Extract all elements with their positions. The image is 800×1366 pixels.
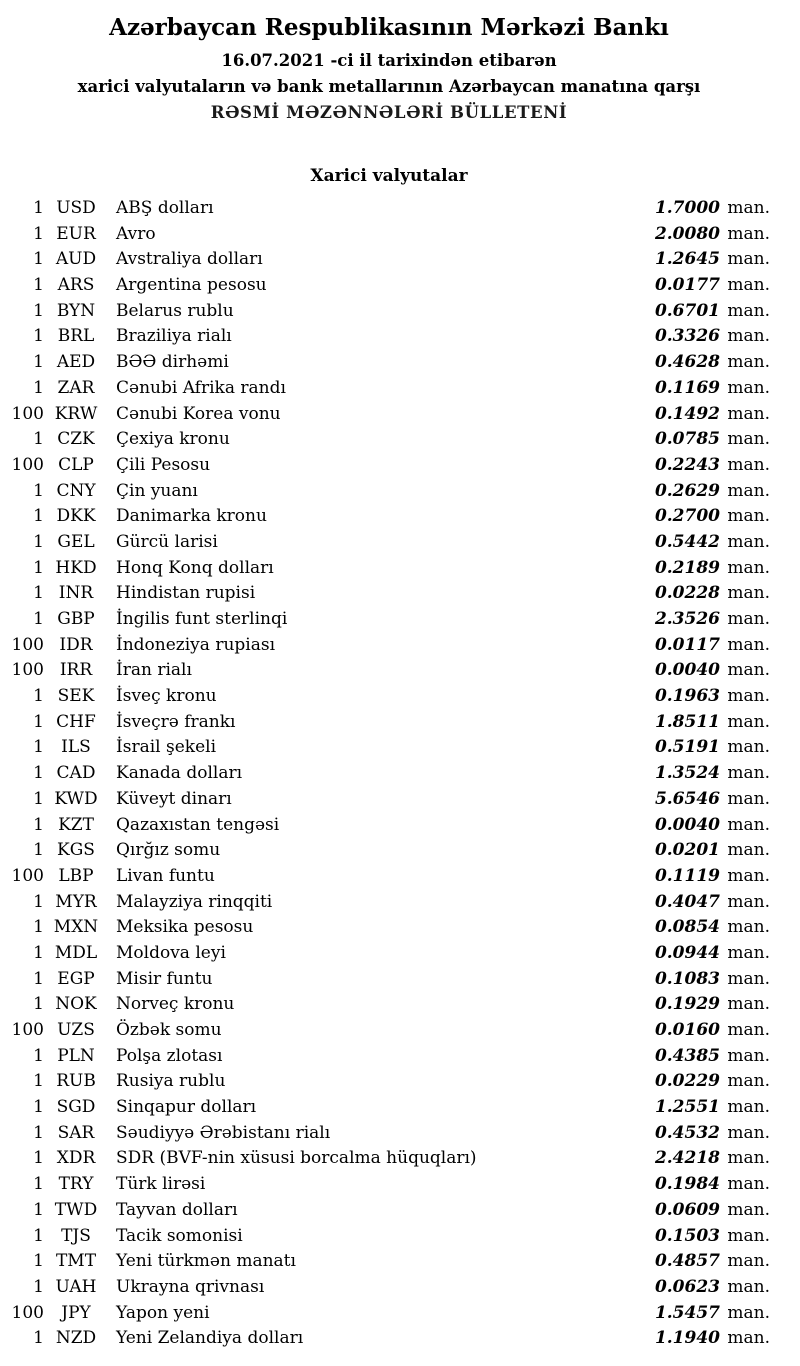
currency-name: Yeni türkmən manatı: [116, 1251, 296, 1272]
rate-row: [8, 1198, 770, 1224]
quantity-value: 100: [11, 865, 44, 886]
currency-name: İngilis funt sterlinqi: [116, 609, 288, 629]
currency-name: Tayvan dolları: [116, 1199, 238, 1220]
rate-value: 2.0080: [654, 223, 720, 244]
currency-code: CHF: [56, 711, 96, 732]
unit-label: man.: [727, 737, 770, 758]
unit-label: man.: [727, 968, 770, 989]
quantity-value: 1: [33, 1174, 44, 1195]
rate-value: 0.3326: [654, 326, 720, 347]
rate-value: 0.2629: [654, 480, 720, 501]
rate-row: [8, 350, 770, 376]
quantity-value: 1: [33, 506, 44, 527]
effective-date-line: 16.07.2021 -ci il tarixindən etibarən: [221, 51, 557, 70]
quantity-value: 1: [33, 198, 44, 218]
currency-name: Avstraliya dolları: [116, 249, 263, 270]
rate-value: 0.0785: [654, 429, 720, 450]
currency-name: Rusiya rublu: [116, 1071, 226, 1092]
rate-value: 0.0229: [654, 1071, 720, 1092]
rate-row: [8, 479, 770, 505]
currency-name: Çin yuanı: [116, 480, 198, 501]
rate-value: 0.5191: [654, 737, 720, 758]
rate-value: 0.1169: [654, 377, 720, 398]
rate-row: [8, 915, 770, 941]
currency-name: Özbək somu: [116, 1020, 222, 1040]
unit-label: man.: [727, 1328, 770, 1349]
unit-label: man.: [727, 557, 770, 578]
rate-row: [8, 299, 770, 325]
currency-code: TRY: [58, 1174, 94, 1195]
rate-row: [8, 247, 770, 273]
currency-name: İsveç kronu: [116, 686, 217, 707]
currency-code: LBP: [58, 865, 94, 886]
rate-row: [8, 376, 770, 402]
currency-code: INR: [58, 583, 94, 604]
quantity-value: 1: [33, 429, 44, 450]
quantity-value: 1: [33, 1276, 44, 1297]
currency-name: Belarus rublu: [116, 300, 234, 321]
rate-value: 2.3526: [654, 609, 720, 629]
quantity-value: 1: [33, 1199, 44, 1220]
rate-row: [8, 504, 770, 530]
quantity-value: 1: [33, 1328, 44, 1349]
unit-label: man.: [727, 840, 770, 861]
rate-value: 0.0228: [654, 583, 720, 604]
currency-code: TWD: [54, 1199, 98, 1220]
currency-name: Polşa zlotası: [116, 1045, 223, 1066]
rate-value: 0.4532: [654, 1122, 720, 1143]
currency-name: Səudiyyə Ərəbistanı rialı: [116, 1122, 331, 1143]
quantity-value: 100: [11, 403, 44, 424]
rate-row: [8, 607, 770, 633]
currency-name: Malayziya rinqqiti: [116, 891, 273, 912]
rate-value: 0.2189: [654, 557, 720, 578]
unit-label: man.: [727, 711, 770, 732]
unit-label: man.: [727, 223, 770, 244]
quantity-value: 1: [33, 557, 44, 578]
unit-label: man.: [727, 1045, 770, 1066]
currency-code: CAD: [56, 763, 96, 784]
rate-row: [8, 658, 770, 684]
currency-name: SDR (BVF-nin xüsusi borcalma hüquqları): [116, 1148, 477, 1169]
unit-label: man.: [727, 403, 770, 424]
currency-name: BƏƏ dirhəmi: [116, 352, 229, 373]
currency-code: GBP: [57, 609, 95, 629]
currency-code: HKD: [55, 557, 97, 578]
currency-code: KRW: [54, 403, 98, 424]
currency-code: RUB: [56, 1071, 96, 1092]
currency-code: ILS: [61, 737, 91, 758]
unit-label: man.: [727, 429, 770, 450]
rate-value: 0.0117: [654, 634, 720, 655]
unit-label: man.: [727, 814, 770, 835]
quantity-value: 1: [33, 968, 44, 989]
rate-row: [8, 222, 770, 248]
quantity-value: 1: [33, 609, 44, 629]
rate-row: [8, 1275, 770, 1301]
bulletin-header: [8, 14, 770, 122]
currency-code: BRL: [57, 326, 95, 347]
rate-value: 0.1119: [654, 865, 720, 886]
rate-row: [8, 864, 770, 890]
quantity-value: 1: [33, 583, 44, 604]
quantity-value: 1: [33, 840, 44, 861]
quantity-value: 1: [33, 249, 44, 270]
quantity-value: 1: [33, 891, 44, 912]
currency-code: MDL: [54, 942, 98, 963]
currency-code: JPY: [61, 1302, 91, 1323]
rate-row: [8, 196, 770, 222]
rate-value: 1.5457: [654, 1302, 720, 1323]
currency-name: Ukrayna qrivnası: [116, 1276, 265, 1297]
unit-label: man.: [727, 480, 770, 501]
currency-code: GEL: [57, 531, 95, 552]
rate-row: [8, 1172, 770, 1198]
quantity-value: 1: [33, 352, 44, 373]
unit-label: man.: [727, 454, 770, 475]
currency-code: SAR: [57, 1122, 95, 1143]
quantity-value: 1: [33, 326, 44, 347]
quantity-value: 1: [33, 994, 44, 1015]
rate-value: 1.8511: [654, 711, 720, 732]
currency-name: İndoneziya rupiası: [116, 634, 276, 655]
unit-label: man.: [727, 686, 770, 707]
currency-name: Qazaxıstan tengəsi: [116, 814, 280, 835]
currency-code: KWD: [54, 788, 98, 809]
unit-label: man.: [727, 377, 770, 398]
quantity-value: 1: [33, 814, 44, 835]
unit-label: man.: [727, 609, 770, 629]
rate-value: 0.0623: [654, 1276, 720, 1297]
unit-label: man.: [727, 249, 770, 270]
unit-label: man.: [727, 1071, 770, 1092]
rate-value: 0.2243: [654, 454, 720, 475]
unit-label: man.: [727, 1020, 770, 1040]
rate-row: [8, 1121, 770, 1147]
rate-row: [8, 1249, 770, 1275]
currency-code: SGD: [56, 1097, 96, 1118]
rate-row: [8, 967, 770, 993]
rate-value: 0.0177: [654, 275, 720, 296]
rate-value: 0.1963: [654, 686, 720, 707]
currency-code: CZK: [57, 429, 95, 450]
rate-value: 0.1503: [654, 1225, 720, 1246]
unit-label: man.: [727, 326, 770, 347]
rate-value: 0.0609: [654, 1199, 720, 1220]
rate-row: [8, 1326, 770, 1352]
rate-value: 0.4857: [654, 1251, 720, 1272]
currency-code: CLP: [58, 454, 94, 475]
quantity-value: 1: [33, 1071, 44, 1092]
rate-row: [8, 787, 770, 813]
currency-code: EGP: [57, 968, 95, 989]
rate-value: 5.6546: [654, 788, 720, 809]
rate-row: [8, 761, 770, 787]
unit-label: man.: [727, 994, 770, 1015]
unit-label: man.: [727, 634, 770, 655]
rate-value: 2.4218: [654, 1148, 720, 1169]
rate-row: [8, 530, 770, 556]
currency-name: İsveçrə frankı: [116, 711, 236, 732]
currency-code: UZS: [57, 1020, 95, 1040]
rate-value: 0.0040: [654, 660, 720, 681]
currency-name: Meksika pesosu: [116, 917, 254, 938]
unit-label: man.: [727, 1097, 770, 1118]
quantity-value: 1: [33, 1097, 44, 1118]
currency-name: Norveç kronu: [116, 994, 235, 1015]
rate-row: [8, 710, 770, 736]
currency-code: ZAR: [57, 377, 95, 398]
rate-row: [8, 838, 770, 864]
rate-row: [8, 633, 770, 659]
currency-name: Cənubi Afrika randı: [116, 377, 286, 398]
unit-label: man.: [727, 275, 770, 296]
quantity-value: 1: [33, 531, 44, 552]
currency-code: IDR: [59, 634, 93, 655]
unit-label: man.: [727, 506, 770, 527]
currency-name: İsrail şekeli: [116, 737, 216, 758]
currency-name: Çexiya kronu: [116, 429, 230, 450]
rate-value: 1.3524: [654, 763, 720, 784]
currency-name: Sinqapur dolları: [116, 1097, 257, 1118]
rate-value: 1.7000: [654, 198, 720, 218]
currency-code: IRR: [59, 660, 93, 681]
currency-name: İran rialı: [116, 660, 192, 681]
quantity-value: 1: [33, 480, 44, 501]
unit-label: man.: [727, 942, 770, 963]
currency-code: KZT: [58, 814, 94, 835]
rate-value: 0.0944: [654, 942, 720, 963]
currency-name: Livan funtu: [116, 865, 215, 886]
rate-row: [8, 402, 770, 428]
quantity-value: 100: [11, 1302, 44, 1323]
currency-name: Çili Pesosu: [116, 454, 211, 475]
currency-name: Honq Konq dolları: [116, 557, 274, 578]
currency-code: DKK: [56, 506, 96, 527]
rate-value: 0.4385: [654, 1045, 720, 1066]
quantity-value: 1: [33, 1251, 44, 1272]
unit-label: man.: [727, 1225, 770, 1246]
rate-value: 0.1492: [654, 403, 720, 424]
rate-row: [8, 581, 770, 607]
currency-code: NOK: [55, 994, 97, 1015]
currency-code: UAH: [55, 1276, 97, 1297]
rate-value: 0.1929: [654, 994, 720, 1015]
subtitle-line: xarici valyutaların və bank metallarının Azərbaycan manatına qarşı: [77, 77, 701, 96]
unit-label: man.: [727, 865, 770, 886]
bulletin-title: RƏSMİ MƏZƏNNƏLƏRİ BÜLLETENİ: [210, 103, 568, 122]
rate-value: 0.0201: [654, 840, 720, 861]
rate-row: [8, 992, 770, 1018]
currency-name: Danimarka kronu: [116, 506, 267, 527]
rate-row: [8, 684, 770, 710]
unit-label: man.: [727, 1276, 770, 1297]
currency-name: Braziliya rialı: [116, 326, 232, 347]
quantity-value: 100: [11, 454, 44, 475]
currency-code: PLN: [57, 1045, 95, 1066]
rate-value: 0.0160: [654, 1020, 720, 1040]
unit-label: man.: [727, 917, 770, 938]
rate-value: 0.6701: [654, 300, 720, 321]
currency-code: TMT: [55, 1251, 97, 1272]
unit-label: man.: [727, 1199, 770, 1220]
currency-code: MXN: [53, 917, 99, 938]
rate-value: 1.2645: [654, 249, 720, 270]
section-title: Xarici valyutalar: [310, 166, 468, 186]
rate-row: [8, 1146, 770, 1172]
quantity-value: 1: [33, 763, 44, 784]
quantity-value: 1: [33, 1225, 44, 1246]
rate-row: [8, 273, 770, 299]
currency-name: Qırğız somu: [116, 840, 221, 861]
quantity-value: 100: [11, 660, 44, 681]
currency-code: AED: [56, 352, 96, 373]
unit-label: man.: [727, 1122, 770, 1143]
quantity-value: 1: [33, 1122, 44, 1143]
rate-row: [8, 1069, 770, 1095]
unit-label: man.: [727, 660, 770, 681]
unit-label: man.: [727, 1174, 770, 1195]
quantity-value: 1: [33, 942, 44, 963]
currency-code: TJS: [61, 1225, 91, 1246]
rate-row: [8, 427, 770, 453]
rate-value: 1.2551: [654, 1097, 720, 1118]
quantity-value: 1: [33, 1148, 44, 1169]
unit-label: man.: [727, 788, 770, 809]
rate-value: 0.0040: [654, 814, 720, 835]
currency-name: Kanada dolları: [116, 763, 243, 784]
currency-code: SEK: [57, 686, 95, 707]
currency-name: Yapon yeni: [116, 1302, 210, 1323]
currency-name: Küveyt dinarı: [116, 788, 232, 809]
unit-label: man.: [727, 1251, 770, 1272]
currency-code: NZD: [55, 1328, 97, 1349]
quantity-value: 1: [33, 788, 44, 809]
currency-name: Türk lirəsi: [116, 1174, 206, 1195]
unit-label: man.: [727, 1302, 770, 1323]
unit-label: man.: [727, 352, 770, 373]
quantity-value: 1: [33, 275, 44, 296]
currency-name: Yeni Zelandiya dolları: [116, 1328, 304, 1349]
unit-label: man.: [727, 583, 770, 604]
unit-label: man.: [727, 1148, 770, 1169]
rate-value: 0.4628: [654, 352, 720, 373]
currency-code: ARS: [57, 275, 95, 296]
rate-row: [8, 941, 770, 967]
rate-value: 0.5442: [654, 531, 720, 552]
rates-table: [8, 196, 770, 1352]
quantity-value: 100: [11, 1020, 44, 1040]
rate-row: [8, 1095, 770, 1121]
rate-row: [8, 890, 770, 916]
unit-label: man.: [727, 300, 770, 321]
rate-row: [8, 813, 770, 839]
currency-name: Moldova leyi: [116, 942, 226, 963]
currency-code: XDR: [56, 1148, 96, 1169]
quantity-value: 100: [11, 634, 44, 655]
quantity-value: 1: [33, 223, 44, 244]
rate-row: [8, 1224, 770, 1250]
currency-code: BYN: [56, 300, 96, 321]
currency-name: Avro: [116, 223, 156, 244]
currency-code: EUR: [56, 223, 96, 244]
currency-name: Argentina pesosu: [116, 275, 267, 296]
quantity-value: 1: [33, 917, 44, 938]
currency-code: KGS: [57, 840, 95, 861]
rate-row: [8, 556, 770, 582]
currency-name: Gürcü larisi: [116, 531, 218, 552]
rate-value: 0.0854: [654, 917, 720, 938]
currency-name: Hindistan rupisi: [116, 583, 256, 604]
currency-name: ABŞ dolları: [116, 198, 214, 218]
currency-code: CNY: [56, 480, 96, 501]
quantity-value: 1: [33, 300, 44, 321]
page-title: Azərbaycan Respublikasının Mərkəzi Bankı: [109, 14, 669, 41]
rate-row: [8, 1301, 770, 1327]
currency-name: Tacik somonisi: [116, 1225, 243, 1246]
rate-row: [8, 453, 770, 479]
rate-value: 1.1940: [654, 1328, 720, 1349]
rate-value: 0.4047: [654, 891, 720, 912]
currency-name: Cənubi Korea vonu: [116, 403, 281, 424]
quantity-value: 1: [33, 711, 44, 732]
currency-name: Misir funtu: [116, 968, 213, 989]
rate-row: [8, 324, 770, 350]
rate-row: [8, 1044, 770, 1070]
currency-code: AUD: [55, 249, 97, 270]
unit-label: man.: [727, 763, 770, 784]
quantity-value: 1: [33, 377, 44, 398]
rate-value: 0.1083: [654, 968, 720, 989]
unit-label: man.: [727, 891, 770, 912]
quantity-value: 1: [33, 737, 44, 758]
rate-row: [8, 735, 770, 761]
unit-label: man.: [727, 198, 770, 218]
quantity-value: 1: [33, 1045, 44, 1066]
currency-code: USD: [56, 198, 96, 218]
rate-row: [8, 1018, 770, 1044]
rate-value: 0.2700: [654, 506, 720, 527]
currency-code: MYR: [55, 891, 97, 912]
rate-value: 0.1984: [654, 1174, 720, 1195]
quantity-value: 1: [33, 686, 44, 707]
unit-label: man.: [727, 531, 770, 552]
